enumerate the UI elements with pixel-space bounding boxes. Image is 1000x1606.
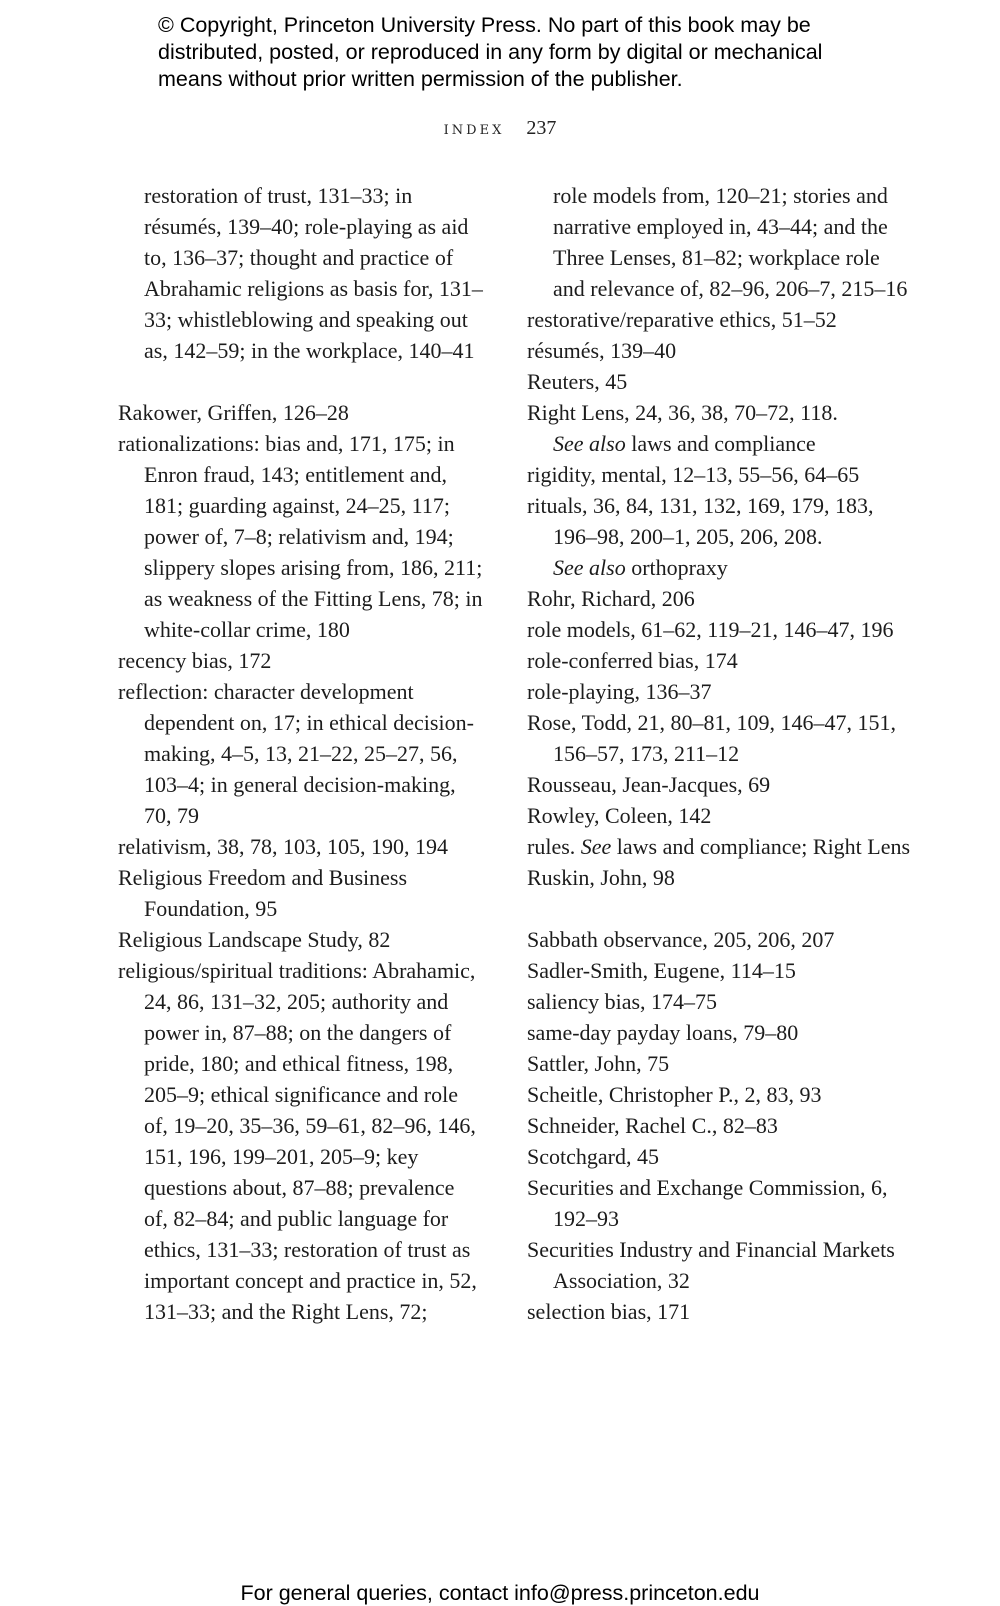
index-entry: selection bias, 171	[527, 1299, 691, 1324]
index-entry: Securities and Exchange Commission, 6, 192–93	[527, 1175, 888, 1231]
index-entry: Schneider, Rachel C., 82–83	[527, 1113, 778, 1138]
index-column-right	[527, 180, 912, 1327]
copyright-notice	[158, 12, 898, 93]
index-entry: role-conferred bias, 174	[527, 648, 738, 673]
index-entry: rationalizations: bias and, 171, 175; in Enron fraud, 143; entitlement and, 181; guarding against, 24–25, 117; power of, 7–8; relativism and, 194; slippery slopes arising from, 186, 211; as weakness of the Fitting Lens, 78; in white-collar crime, 180	[118, 431, 483, 642]
index-entry	[527, 490, 912, 583]
index-entry: Rose, Todd, 21, 80–81, 109, 146–47, 151, 156–57, 173, 211–12	[527, 710, 897, 766]
page-number: 237	[526, 117, 557, 139]
index-entry	[527, 397, 912, 459]
see-also-label: See also	[553, 431, 626, 456]
index-entry: rigidity, mental, 12–13, 55–56, 64–65	[527, 462, 860, 487]
entry-text: Right Lens, 24, 36, 38, 70–72, 118.	[527, 400, 838, 425]
index-entry: Ruskin, John, 98	[527, 865, 675, 890]
index-entry: Rakower, Griffen, 126–28	[118, 400, 349, 425]
index-entry: religious/spiritual traditions: Abrahamic, 24, 86, 131–32, 205; authority and power in, 87–88; on the dangers of pride, 180; and ethical fitness, 198, 205–9; ethical significance and role of, 19–20, 35–36, 59–61, 82–96, 146, 151, 196, 199–201, 205–9; key questions about, 87–88; prevalence of, 82–84; and public language for ethics, 131–33; restoration of trust as important concept and practice in, 52, 131–33; and the Right Lens, 72;	[118, 958, 477, 1324]
see-label: See	[580, 834, 612, 859]
index-entry: résumés, 139–40	[527, 338, 677, 363]
cross-reference: laws and compliance	[625, 431, 816, 456]
index-entry: relativism, 38, 78, 103, 105, 190, 194	[118, 834, 448, 859]
index-entry: Religious Landscape Study, 82	[118, 927, 391, 952]
running-head	[0, 116, 1000, 141]
index-entry: role models, 61–62, 119–21, 146–47, 196	[527, 617, 894, 642]
index-entry: saliency bias, 174–75	[527, 989, 718, 1014]
copyright-line: © Copyright, Princeton University Press. No part of this book may be	[158, 13, 811, 37]
index-entry: restoration of trust, 131–33; in résumés, 139–40; role-playing as aid to, 136–37; thought and practice of Abrahamic religions as basis for, 131–33; whistleblowing and speaking out as, 142–59; in the workplace, 140–41	[144, 183, 483, 363]
index-entry: same-day payday loans, 79–80	[527, 1020, 799, 1045]
index-entry: Sattler, John, 75	[527, 1051, 670, 1076]
running-head-label: index	[443, 117, 505, 139]
index-entry: reflection: character development dependent on, 17; in ethical decision-making, 4–5, 13, 21–22, 25–27, 56, 103–4; in general decision-making, 70, 79	[118, 679, 474, 828]
index-entry: restorative/reparative ethics, 51–52	[527, 307, 837, 332]
entry-text: rules.	[527, 834, 581, 859]
index-entry: role-playing, 136–37	[527, 679, 712, 704]
index-entry: Reuters, 45	[527, 369, 628, 394]
cross-reference: laws and compliance; Right Lens	[611, 834, 911, 859]
index-entry	[527, 831, 912, 862]
letter-gap	[118, 366, 483, 397]
index-entry: recency bias, 172	[118, 648, 272, 673]
index-entry: Rowley, Coleen, 142	[527, 803, 712, 828]
index-entry: Sabbath observance, 205, 206, 207	[527, 927, 835, 952]
index-entry: Securities Industry and Financial Markets Association, 32	[527, 1237, 895, 1293]
index-entry: Scheitle, Christopher P., 2, 83, 93	[527, 1082, 822, 1107]
index-entry: Religious Freedom and Business Foundation, 95	[118, 865, 408, 921]
copyright-line: distributed, posted, or reproduced in any form by digital or mechanical	[158, 40, 823, 64]
cross-reference: orthopraxy	[625, 555, 728, 580]
footer-contact: For general queries, contact info@press.princeton.edu	[240, 1581, 760, 1605]
index-entry: Sadler-Smith, Eugene, 114–15	[527, 958, 796, 983]
index-column-left	[118, 180, 483, 1327]
index-entry: Scotchgard, 45	[527, 1144, 659, 1169]
copyright-line: means without prior written permission of the publisher.	[158, 67, 683, 91]
see-also-label: See also	[553, 555, 626, 580]
index-entry: Rohr, Richard, 206	[527, 586, 695, 611]
letter-gap	[527, 893, 912, 924]
index-entry: role models from, 120–21; stories and narrative employed in, 43–44; and the Three Lenses, 81–82; workplace role and relevance of, 82–96, 206–7, 215–16	[553, 183, 908, 301]
index-entry: Rousseau, Jean-Jacques, 69	[527, 772, 771, 797]
entry-text: rituals, 36, 84, 131, 132, 169, 179, 183, 196–98, 200–1, 205, 206, 208.	[527, 493, 874, 549]
